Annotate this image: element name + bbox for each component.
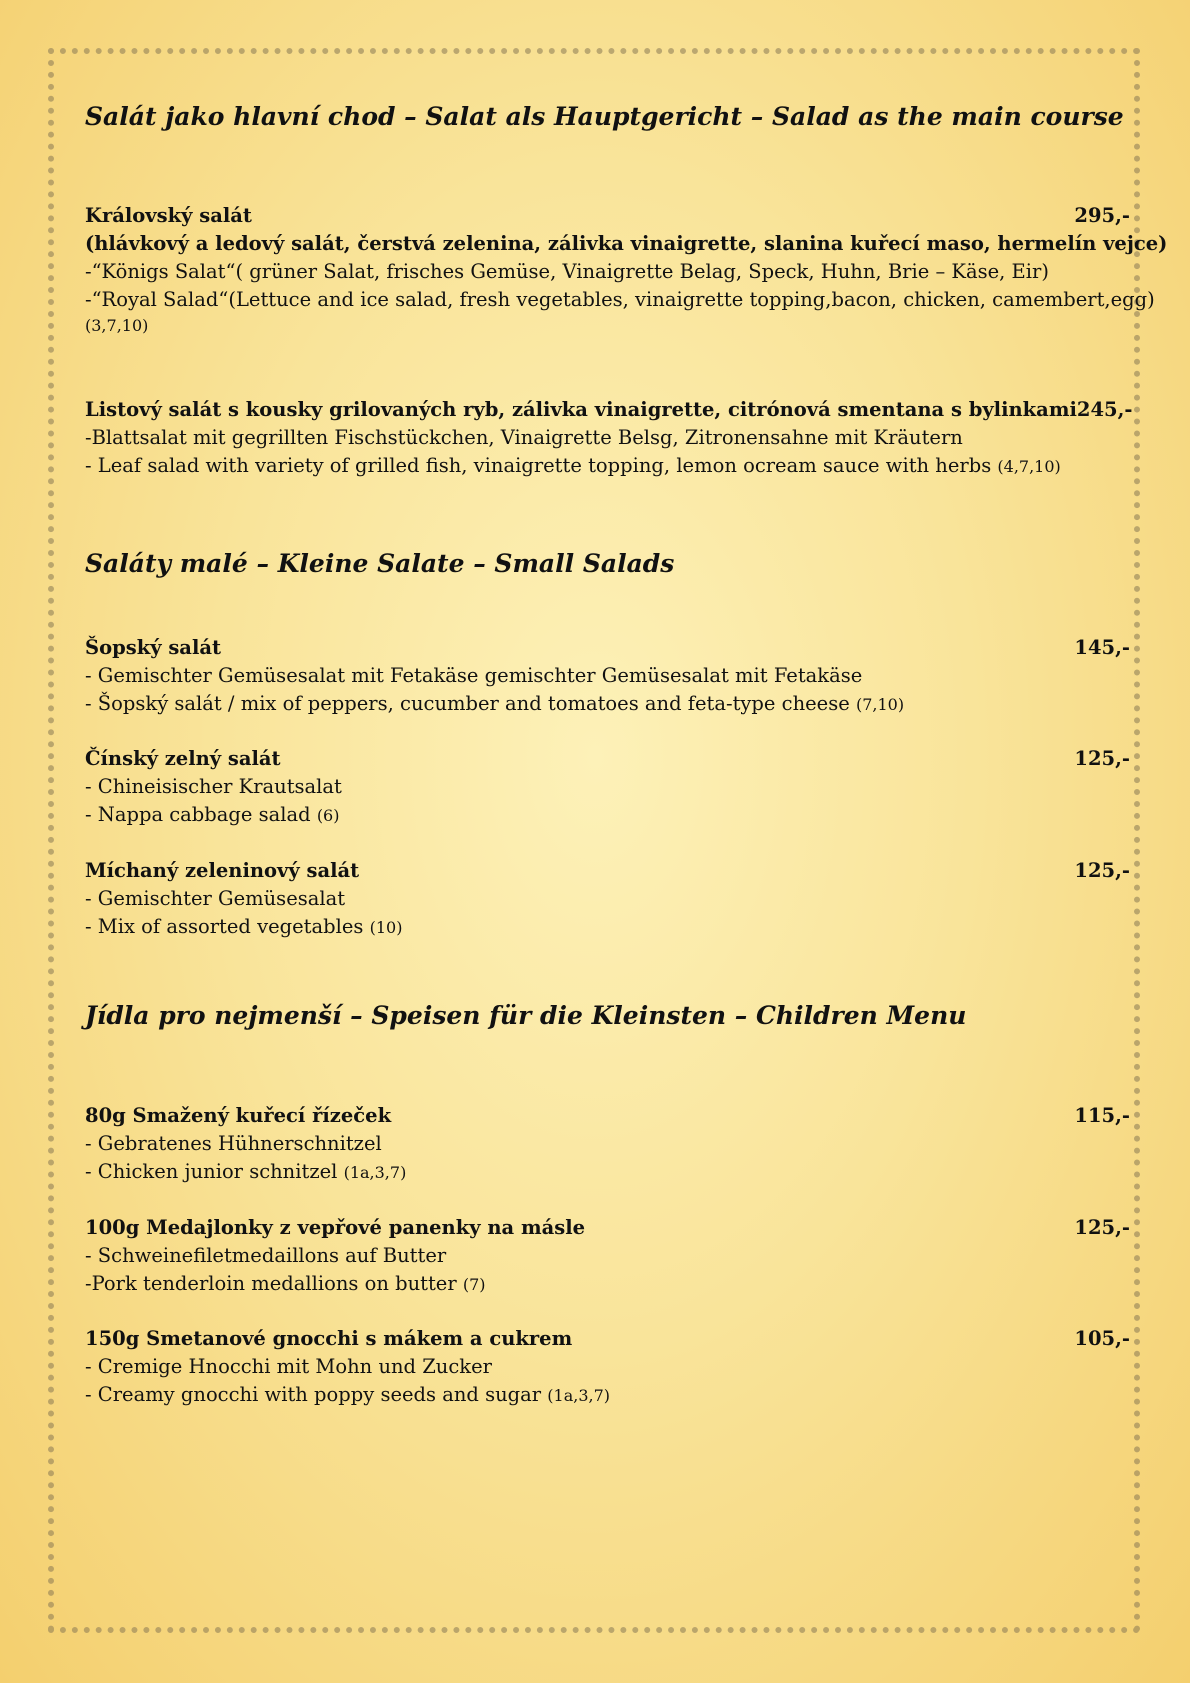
item-description-de: -“Königs Salat“( grüner Salat, frisches Gemüse, Vinaigrette Belag, Speck, Huhn, Brie – Käse, Eir) <box>85 260 1049 283</box>
item-price: 105,- <box>1074 1327 1130 1350</box>
menu-item-chinese-cabbage-salad <box>85 745 1130 829</box>
item-description-en: - Nappa cabbage salad <box>85 803 311 826</box>
item-allergens: (3,7,10) <box>85 316 149 335</box>
menu-item-leaf-salad-fish <box>85 396 1133 480</box>
item-name: Čínský zelný salát <box>85 747 281 770</box>
item-description-de: - Schweinefiletmedaillons auf Butter <box>85 1244 447 1267</box>
item-description-en: - Chicken junior schnitzel <box>85 1160 338 1183</box>
item-price: 245,- <box>1076 398 1133 421</box>
menu-item-pork-medallions <box>85 1214 1130 1298</box>
section-title-small-salads: Saláty malé – Kleine Salate – Small Salads <box>85 549 675 578</box>
item-name: 150g Smetanové gnocchi s mákem a cukrem <box>85 1327 573 1350</box>
item-description-en: - Mix of assorted vegetables <box>85 915 370 938</box>
item-price: 125,- <box>1074 1216 1130 1239</box>
item-name: 100g Medajlonky z vepřové panenky na másle <box>85 1216 586 1239</box>
item-description-en: -Pork tenderloin medallions on butter <box>85 1272 457 1295</box>
item-price: 145,- <box>1074 636 1130 659</box>
item-name: 80g Smažený kuřecí řízeček <box>85 1104 392 1127</box>
item-name: Královský salát <box>85 204 252 227</box>
item-allergens: (10) <box>369 918 403 937</box>
item-price: 295,- <box>1074 204 1130 227</box>
item-description-en: -“Royal Salad“(Lettuce and ice salad, fresh vegetables, vinaigrette topping,bacon, chicken, camembert,egg) <box>85 288 1155 311</box>
item-description-en: - Leaf salad with variety of grilled fish, vinaigrette topping, lemon ocream sauce with herbs <box>85 454 992 477</box>
item-description-de: -Blattsalat mit gegrillten Fischstückchen, Vinaigrette Belsg, Zitronensahne mit Kräutern <box>85 426 963 449</box>
item-description-de: - Gemischter Gemüsesalat <box>85 887 346 910</box>
item-description-de: - Chineisischer Krautsalat <box>85 775 342 798</box>
menu-item-royal-salad <box>85 202 1168 338</box>
menu-item-gnocchi <box>85 1325 1130 1409</box>
item-price: 125,- <box>1074 747 1130 770</box>
item-price: 115,- <box>1074 1104 1130 1127</box>
item-description-de: - Gemischter Gemüsesalat mit Fetakäse gemischter Gemüsesalat mit Fetakäse <box>85 664 863 687</box>
item-description-en: - Šopský salát / mix of peppers, cucumber and tomatoes and feta-type cheese <box>85 692 850 715</box>
item-name: Listový salát s kousky grilovaných ryb, zálivka vinaigrette, citrónová smentana s bylinkami <box>85 398 1077 421</box>
item-allergens: (4,7,10) <box>997 457 1061 476</box>
item-allergens: (7) <box>462 1275 486 1294</box>
item-allergens: (6) <box>316 806 340 825</box>
menu-item-chicken-schnitzel <box>85 1102 1130 1186</box>
item-description-de: - Gebratenes Hühnerschnitzel <box>85 1132 382 1155</box>
item-allergens: (1a,3,7) <box>547 1386 611 1405</box>
item-description-de: - Cremige Hnocchi mit Mohn und Zucker <box>85 1355 492 1378</box>
item-allergens: (7,10) <box>855 695 905 714</box>
menu-item-sopsky-salad <box>85 634 1130 718</box>
item-description-en: - Creamy gnocchi with poppy seeds and sugar <box>85 1383 542 1406</box>
item-description-cz: (hlávkový a ledový salát, čerstvá zelenina, zálivka vinaigrette, slanina kuřecí maso, hermelín vejce) <box>85 232 1168 255</box>
section-title-main-salads: Salát jako hlavní chod – Salat als Hauptgericht – Salad as the main course <box>85 102 1124 131</box>
menu-item-mixed-vegetable-salad <box>85 857 1130 941</box>
item-allergens: (1a,3,7) <box>343 1163 407 1182</box>
item-name: Míchaný zeleninový salát <box>85 859 360 882</box>
item-name: Šopský salát <box>85 636 221 659</box>
section-title-children-menu: Jídla pro nejmenší – Speisen für die Kleinsten – Children Menu <box>85 1001 967 1030</box>
item-price: 125,- <box>1074 859 1130 882</box>
